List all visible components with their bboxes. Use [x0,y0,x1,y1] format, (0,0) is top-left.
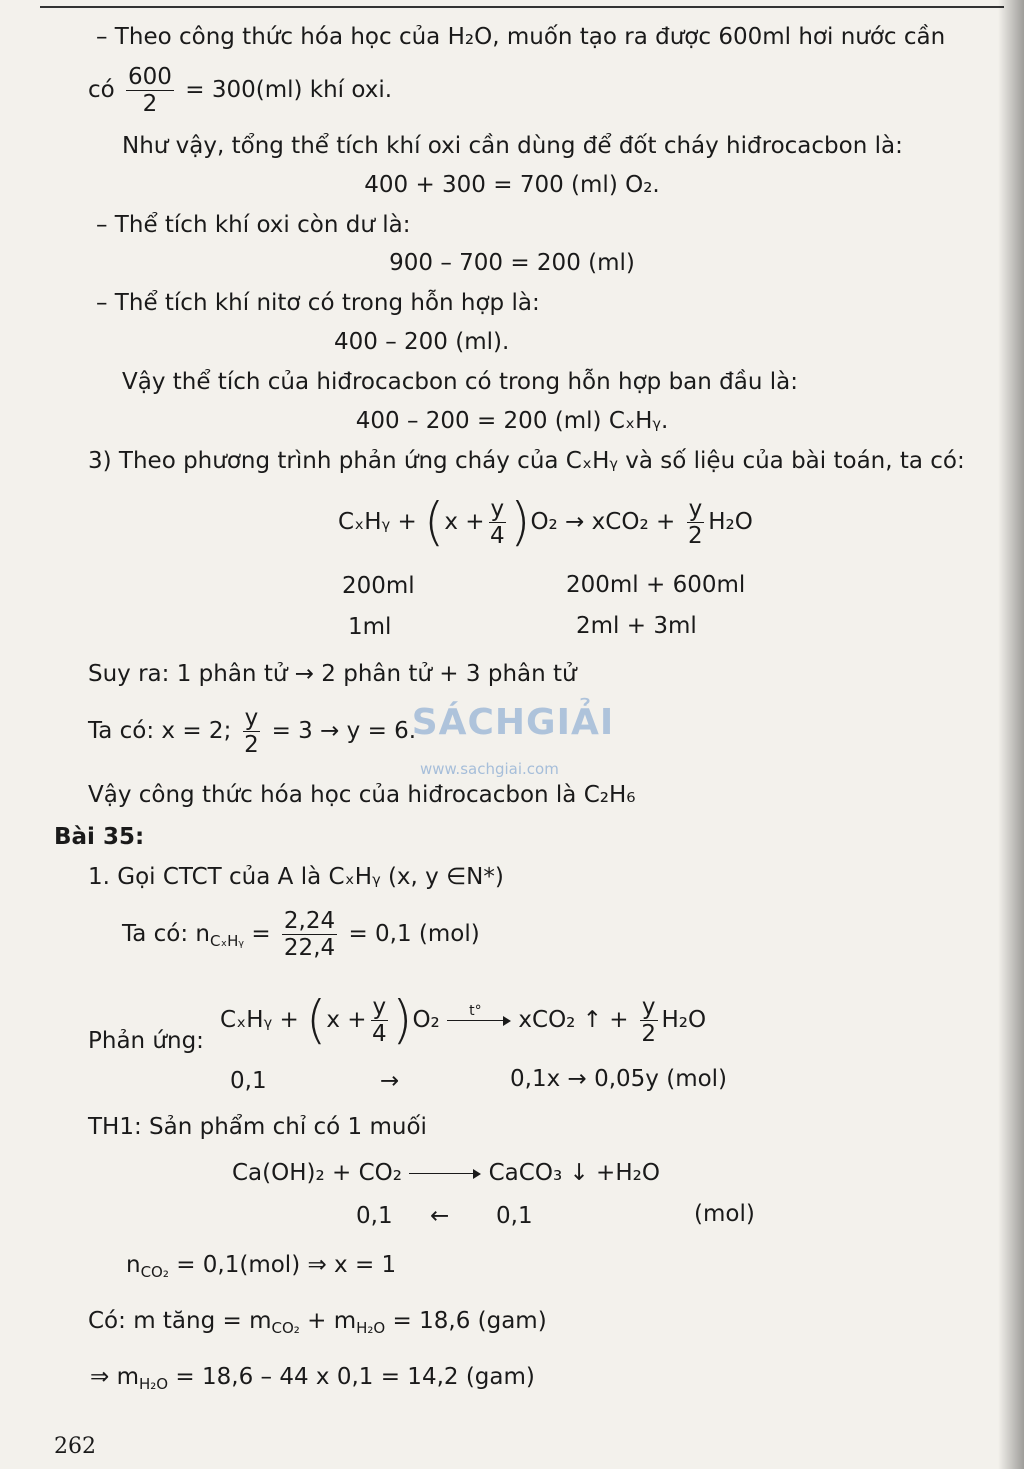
text-fragment: = [251,921,271,947]
text-fragment: Ca(OH)₂ + CO₂ [232,1160,402,1186]
text-fragment: = 300(ml) khí oxi. [185,77,393,103]
denominator: 4 [372,1021,387,1047]
numerator: y [244,705,259,731]
mole-row: ← [430,1203,450,1229]
text-fragment: = 18,6 (gam) [392,1308,547,1334]
arrow-condition: t° [469,1002,482,1019]
top-rule [40,6,1004,8]
equation-line: 400 – 200 (ml). [334,329,510,355]
text-fragment: có [88,77,115,103]
text-fragment: = 0,1(mol) ⇒ x = 1 [176,1252,397,1278]
text-line: 3) Theo phương trình phản ứng cháy của CₓHᵧ và số liệu của bài toán, ta có: [88,448,965,474]
text-fragment: = 0,1 (mol) [348,921,480,947]
ratio-left: 200ml [342,573,415,599]
text-fragment: CₓHᵧ + [220,1007,299,1033]
watermark-brand: SÁCHGIẢI [411,702,615,743]
text-line: TH1: Sản phẩm chỉ có 1 muối [88,1114,427,1140]
subscript: CO₂ [271,1319,300,1337]
text-fragment: = 3 → y = 6. [271,718,417,744]
denominator: 4 [490,523,505,549]
text-fragment: H₂O [661,1007,707,1033]
text-line [88,1306,547,1343]
left-paren: ( [424,492,445,553]
right-paren: ) [392,990,413,1051]
text-fragment: xCO₂ ↑ + [518,1007,629,1033]
reaction-equation-2 [220,990,707,1051]
text-fragment: CₓHᵧ + [338,509,417,535]
numerator: 2,24 [283,908,336,934]
fraction [282,908,337,961]
reaction-equation-1 [338,492,753,553]
denominator: 2 [688,523,703,549]
text-fragment: ⇒ m [90,1364,139,1390]
fraction [640,994,658,1047]
denominator: 2 [641,1021,657,1047]
ratio-right: 2ml + 3ml [576,613,697,639]
page-edge-shadow [998,0,1024,1469]
reaction-equation-3 [232,1158,660,1188]
numerator: y [372,994,387,1020]
text-fragment: Ta có: n [122,921,211,947]
text-line [90,1362,535,1399]
equation-line: 400 – 200 = 200 (ml) CₓHᵧ. [355,408,669,434]
subscript: H₂O [356,1319,386,1337]
mole-row: 0,1 [356,1203,393,1229]
reaction-arrow [409,1169,481,1179]
watermark-logo [408,702,618,743]
mole-row: 0,1 [496,1203,533,1229]
right-paren: ) [510,492,531,553]
text-line [88,64,392,117]
text-fragment: H₂O [708,509,753,535]
equation-line: 400 + 300 = 700 (ml) O₂. [364,172,660,198]
numerator: y [688,496,703,522]
text-line: Như vậy, tổng thể tích khí oxi cần dùng để đốt cháy hiđrocacbon là: [122,133,903,159]
subscript: CO₂ [140,1263,169,1281]
ratio-left: 1ml [348,614,392,640]
text-fragment: x + [326,1007,367,1033]
text-fragment: + m [307,1308,357,1334]
mole-row: 0,1x → 0,05y (mol) [510,1066,728,1092]
text-line: Suy ra: 1 phân tử → 2 phân tử + 3 phân tử [88,661,577,687]
denominator: 2 [244,732,259,758]
text-line [122,908,480,961]
subscript: CₓHᵧ [210,932,245,950]
numerator: y [641,994,656,1020]
text-fragment: x + [444,509,485,535]
text-line: 1. Gọi CTCT của A là CₓHᵧ (x, y ∈N*) [88,864,504,890]
equation-line: 900 – 700 = 200 (ml) [389,250,635,276]
page-number: 262 [54,1434,96,1459]
fraction [243,705,261,758]
reaction-arrow [447,1002,511,1026]
denominator: 22,4 [283,935,336,961]
text-fragment: O₂ [412,1007,440,1033]
numerator: 600 [128,64,172,90]
ratio-right: 200ml + 600ml [566,572,746,598]
numerator: y [490,496,505,522]
mole-row: → [380,1068,400,1094]
fraction [126,64,174,117]
mole-row: 0,1 [230,1068,267,1094]
text-fragment: Có: m tăng = m [88,1308,272,1334]
watermark-url: www.sachgiai.com [420,760,559,778]
subscript: H₂O [139,1375,169,1393]
mole-row: (mol) [694,1201,755,1227]
text-line [126,1250,396,1287]
fraction [687,496,705,549]
text-line: – Thể tích khí oxi còn dư là: [96,212,411,238]
text-line: Vậy thể tích của hiđrocacbon có trong hỗn hợp ban đầu là: [122,369,798,395]
left-paren: ( [306,990,327,1051]
text-fragment: n [126,1252,141,1278]
text-line: – Thể tích khí nitơ có trong hỗn hợp là: [96,290,540,316]
fraction [489,496,507,549]
text-line: – Theo công thức hóa học của H₂O, muốn tạo ra được 600ml hơi nước cần [96,24,946,50]
text-line [88,705,416,758]
text-fragment: CaCO₃ ↓ +H₂O [488,1160,660,1186]
denominator: 2 [142,91,158,117]
exercise-heading: Bài 35: [54,824,145,850]
text-fragment: O₂ → xCO₂ + [530,509,676,535]
text-line: Phản ứng: [88,1028,204,1054]
text-fragment: Ta có: x = 2; [88,718,232,744]
text-line: Vậy công thức hóa học của hiđrocacbon là C₂H₆ [88,782,636,808]
text-fragment: = 18,6 – 44 x 0,1 = 14,2 (gam) [175,1364,535,1390]
fraction [371,994,389,1047]
